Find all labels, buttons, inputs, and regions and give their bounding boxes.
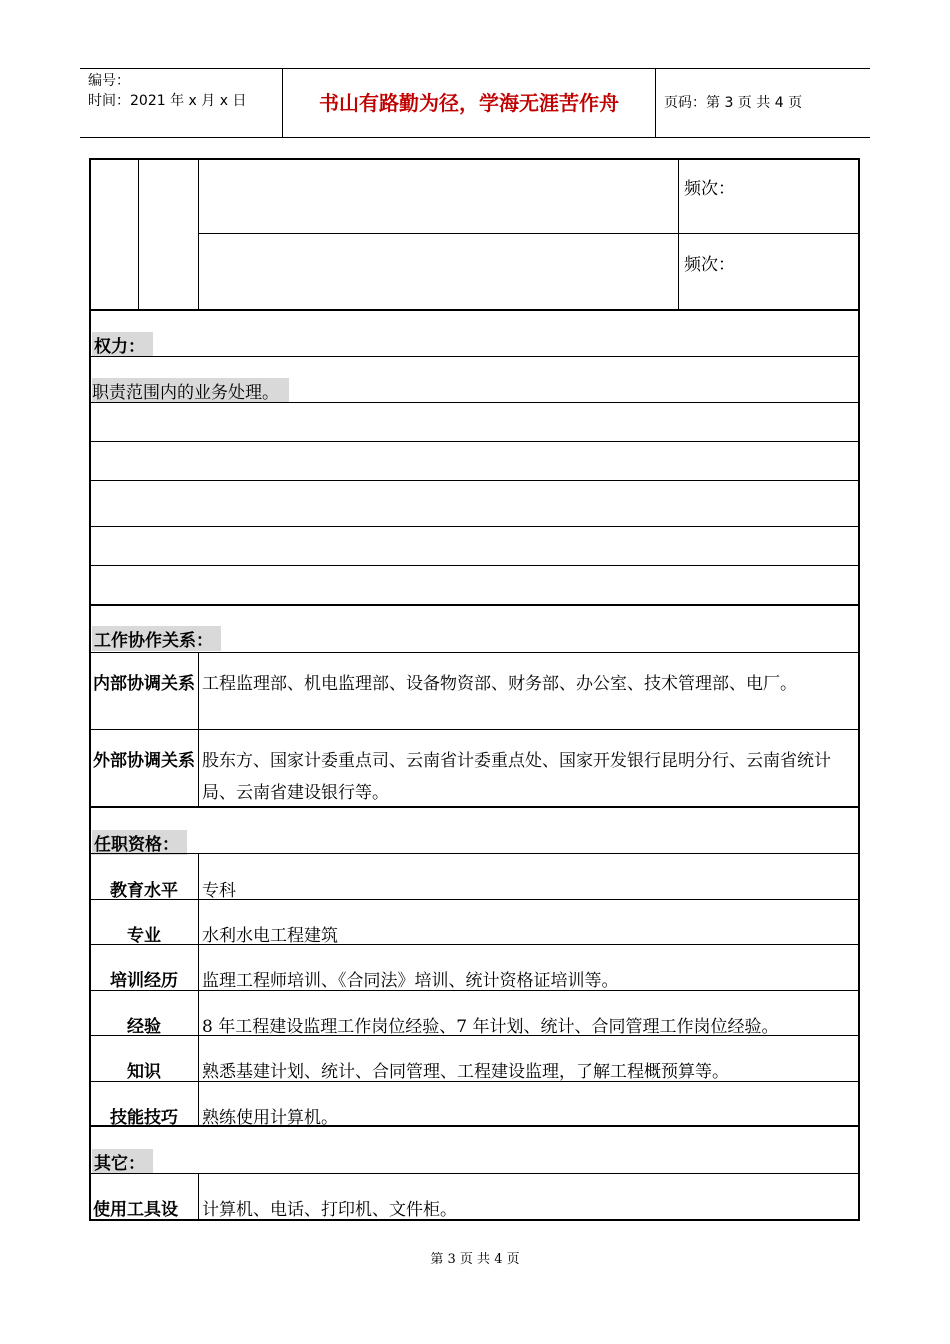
- doc-number: 编号：: [88, 73, 130, 89]
- header-meta: [88, 71, 246, 111]
- grid-line: [89, 652, 860, 653]
- section-divider: [89, 1125, 860, 1127]
- frequency-label-2: 频次：: [684, 255, 735, 275]
- skills-label: 技能技巧: [110, 1108, 178, 1128]
- experience-label: 经验: [127, 1017, 161, 1037]
- internal-coordination-label: 内部协调关系: [93, 674, 195, 694]
- section-divider: [89, 604, 860, 606]
- authority-content: 职责范围内的业务处理。: [92, 378, 289, 403]
- tools-label: 使用工具设: [93, 1200, 178, 1220]
- doc-time: 时间：2021 年 x 月 x 日: [88, 93, 247, 109]
- grid-line: [89, 1173, 860, 1174]
- external-coordination-label: 外部协调关系: [93, 751, 195, 771]
- grid-line: [89, 853, 860, 854]
- tools-value: 计算机、电话、打印机、文件柜。: [202, 1200, 457, 1220]
- grid-line: [89, 480, 860, 481]
- major-label: 专业: [127, 926, 161, 946]
- frequency-label-1: 频次：: [684, 179, 735, 199]
- grid-line: [138, 158, 139, 310]
- grid-line: [89, 944, 860, 945]
- grid-line: [89, 356, 860, 357]
- grid-line: [89, 899, 860, 900]
- grid-line: [89, 1035, 860, 1036]
- education-label: 教育水平: [110, 881, 178, 901]
- skills-value: 熟练使用计算机。: [202, 1108, 338, 1128]
- grid-line: [89, 565, 860, 566]
- grid-line: [678, 158, 679, 310]
- grid-line: [89, 1081, 860, 1082]
- page-header: [80, 68, 870, 138]
- major-value: 水利水电工程建筑: [202, 926, 338, 946]
- cooperation-title: 工作协作关系：: [92, 626, 221, 651]
- knowledge-value: 熟悉基建计划、统计、合同管理、工程建设监理，了解工程概预算等。: [202, 1062, 729, 1082]
- authority-title: 权力：: [92, 332, 153, 357]
- grid-line: [89, 729, 860, 730]
- section-divider: [89, 309, 860, 311]
- section-divider: [89, 806, 860, 808]
- knowledge-label: 知识: [127, 1062, 161, 1082]
- external-coordination-value: 股东方、国家计委重点司、云南省计委重点处、国家开发银行昆明分行、云南省统计局、云南省建设银行等。: [202, 751, 831, 803]
- header-divider: [655, 69, 656, 137]
- training-value: 监理工程师培训、《合同法》培训、统计资格证培训等。: [202, 971, 619, 991]
- other-title: 其它：: [92, 1149, 153, 1174]
- page-footer: 第 3 页 共 4 页: [430, 1252, 520, 1267]
- grid-line: [89, 526, 860, 527]
- grid-line: [89, 441, 860, 442]
- grid-line: [89, 402, 860, 403]
- education-value: 专科: [202, 881, 236, 901]
- header-page-info: 页码：第 3 页 共 4 页: [664, 95, 803, 111]
- qualification-title: 任职资格：: [92, 830, 187, 855]
- training-label: 培训经历: [110, 971, 178, 991]
- grid-line: [89, 990, 860, 991]
- grid-line: [198, 233, 860, 234]
- header-motto: 书山有路勤为径，学海无涯苦作舟: [319, 91, 619, 115]
- internal-coordination-value: 工程监理部、机电监理部、设备物资部、财务部、办公室、技术管理部、电厂。: [202, 674, 797, 694]
- experience-value: 8 年工程建设监理工作岗位经验、7 年计划、统计、合同管理工作岗位经验。: [202, 1017, 779, 1037]
- grid-line: [198, 158, 199, 310]
